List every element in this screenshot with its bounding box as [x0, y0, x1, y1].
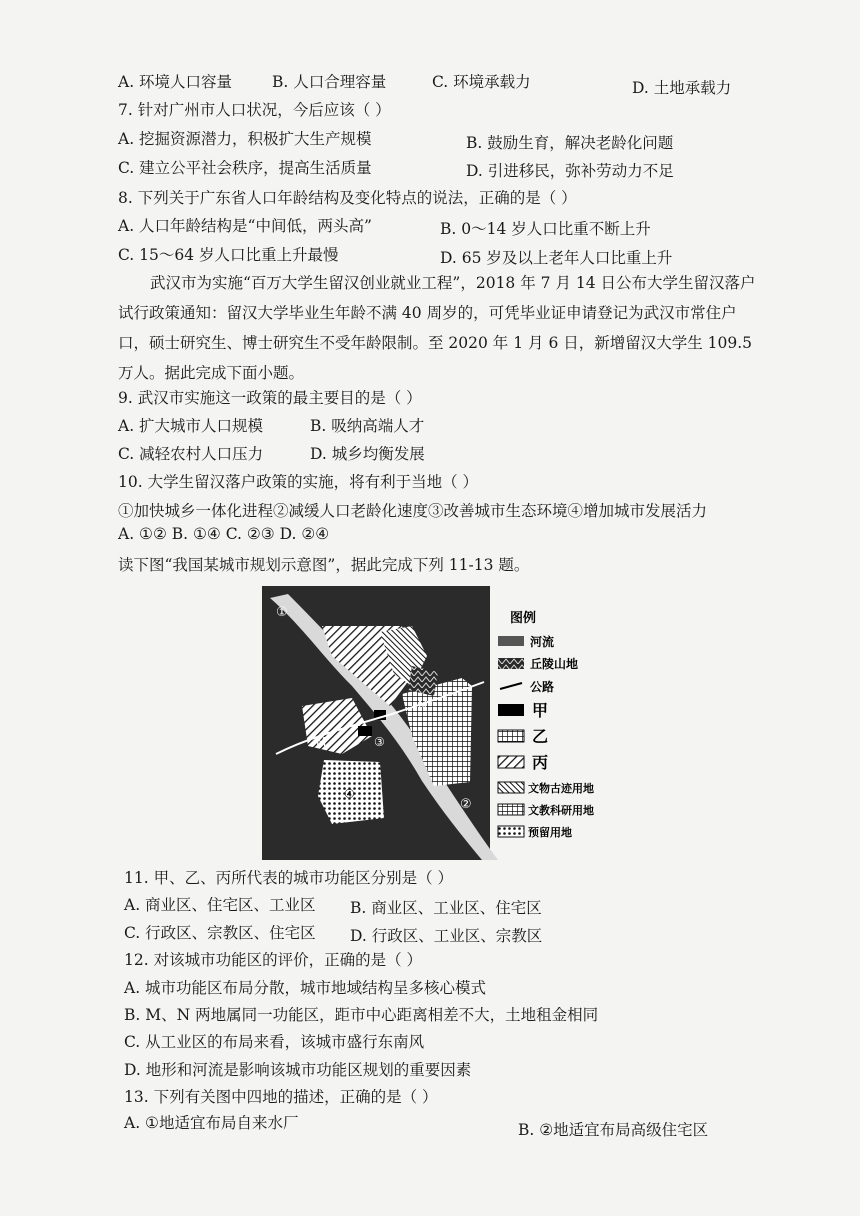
q7-option-b: B. 鼓励生育，解决老龄化问题: [466, 134, 674, 152]
legend-education: [498, 803, 594, 817]
q6-option-c: C. 环境承载力: [432, 73, 531, 91]
q8-option-c: C. 15～64 岁人口比重上升最慢: [118, 246, 339, 264]
legend-road: [500, 679, 554, 694]
q8-stem: 8. 下列关于广东省人口年龄结构及变化特点的说法，正确的是（ ）: [118, 189, 577, 207]
q11-option-b: B. 商业区、工业区、住宅区: [350, 899, 542, 917]
legend-yi: [498, 727, 548, 746]
q7-option-d: D. 引进移民，弥补劳动力不足: [466, 162, 674, 180]
q12-option-b: B. M、N 两地属同一功能区，距市中心距离相差不大，土地租金相同: [124, 1006, 599, 1024]
svg-text:河流: 河流: [530, 635, 555, 649]
q12-option-d: D. 地形和河流是影响该城市功能区规划的重要因素: [124, 1061, 472, 1079]
svg-text:文教科研用地: 文教科研用地: [528, 804, 594, 817]
q9-stem: 9. 武汉市实施这一政策的最主要目的是（ ）: [118, 389, 422, 407]
q13-option-a: A. ①地适宜布局自来水厂: [124, 1114, 299, 1132]
q6-option-a: A. 环境人口容量: [118, 73, 233, 91]
legend-title: 图例: [510, 611, 537, 626]
q8-option-b: B. 0～14 岁人口比重不断上升: [440, 220, 651, 238]
q10-options: A. ①② B. ①④ C. ②③ D. ②④: [118, 525, 330, 543]
zone-jia: [358, 726, 372, 736]
q10-items: ①加快城乡一体化进程②减缓人口老龄化速度③改善城市生态环境④增加城市发展活力: [118, 502, 708, 520]
q9-option-d: D. 城乡均衡发展: [310, 445, 425, 463]
label-m: M: [316, 735, 327, 749]
q13-option-b: B. ②地适宜布局高级住宅区: [518, 1121, 709, 1139]
q11-option-d: D. 行政区、工业区、宗教区: [350, 927, 543, 945]
label-4: ④: [344, 787, 355, 801]
q9-option-a: A. 扩大城市人口规模: [118, 417, 264, 435]
q9-option-c: C. 减轻农村人口压力: [118, 445, 264, 463]
q7-stem: 7. 针对广州市人口状况，今后应该（ ）: [118, 101, 391, 119]
map-intro: 读下图“我国某城市规划示意图”，据此完成下列 11-13 题。: [118, 556, 530, 574]
q12-stem: 12. 对该城市功能区的评价，正确的是（ ）: [124, 951, 423, 969]
legend-relics: [498, 781, 594, 795]
q11-option-a: A. 商业区、住宅区、工业区: [124, 896, 316, 914]
svg-text:丘陵山地: 丘陵山地: [530, 657, 579, 671]
city-planning-map: [262, 586, 632, 860]
label-3: ③: [374, 735, 385, 749]
svg-text:公路: 公路: [530, 680, 555, 694]
q6-option-d: D. 土地承载力: [632, 79, 732, 97]
legend-jia: [498, 701, 548, 720]
label-2: ②: [460, 797, 472, 812]
q8-option-d: D. 65 岁及以上老年人口比重上升: [440, 249, 673, 267]
legend-bing: [498, 753, 548, 772]
q8-option-a: A. 人口年龄结构是“中间低，两头高”: [118, 217, 372, 235]
legend-reserved: [498, 825, 572, 839]
q12-option-c: C. 从工业区的布局来看，该城市盛行东南风: [124, 1033, 425, 1051]
q7-option-c: C. 建立公平社会秩序，提高生活质量: [118, 159, 372, 177]
legend-hill: [498, 656, 578, 671]
q13-stem: 13. 下列有关图中四地的描述，正确的是（ ）: [124, 1088, 438, 1106]
q10-stem: 10. 大学生留汉落户政策的实施，将有利于当地（ ）: [118, 473, 479, 491]
q11-option-c: C. 行政区、宗教区、住宅区: [124, 924, 316, 942]
svg-text:文物古迹用地: 文物古迹用地: [528, 782, 594, 795]
svg-text:乙: 乙: [532, 727, 549, 746]
q9-option-b: B. 吸纳高端人才: [310, 417, 425, 435]
svg-text:预留用地: 预留用地: [528, 826, 572, 839]
q7-option-a: A. 挖掘资源潜力，积极扩大生产规模: [118, 130, 372, 148]
q6-option-b: B. 人口合理容量: [272, 73, 387, 91]
wuhan-passage: 武汉市为实施“百万大学生留汉创业就业工程”，2018 年 7 月 14 日公布大学生留汉落户试行政策通知：留汉大学毕业生年龄不满 40 周岁的，可凭毕业证申请登记为武汉市常住户口，硕士研究生、博士研究生不受年龄限制。至 2020 年 1 月 6 日，新增留汉大学生 109.5 万人。据此完成下面小题。: [118, 274, 756, 382]
svg-text:甲: 甲: [532, 701, 549, 720]
svg-text:丙: 丙: [532, 753, 549, 772]
legend-river: [498, 634, 554, 649]
label-n: N: [418, 699, 427, 713]
q11-stem: 11. 甲、乙、丙所代表的城市功能区分别是（ ）: [124, 869, 454, 887]
q12-option-a: A. 城市功能区布局分散，城市地域结构呈多核心模式: [124, 979, 487, 997]
label-1: ①: [276, 605, 288, 620]
